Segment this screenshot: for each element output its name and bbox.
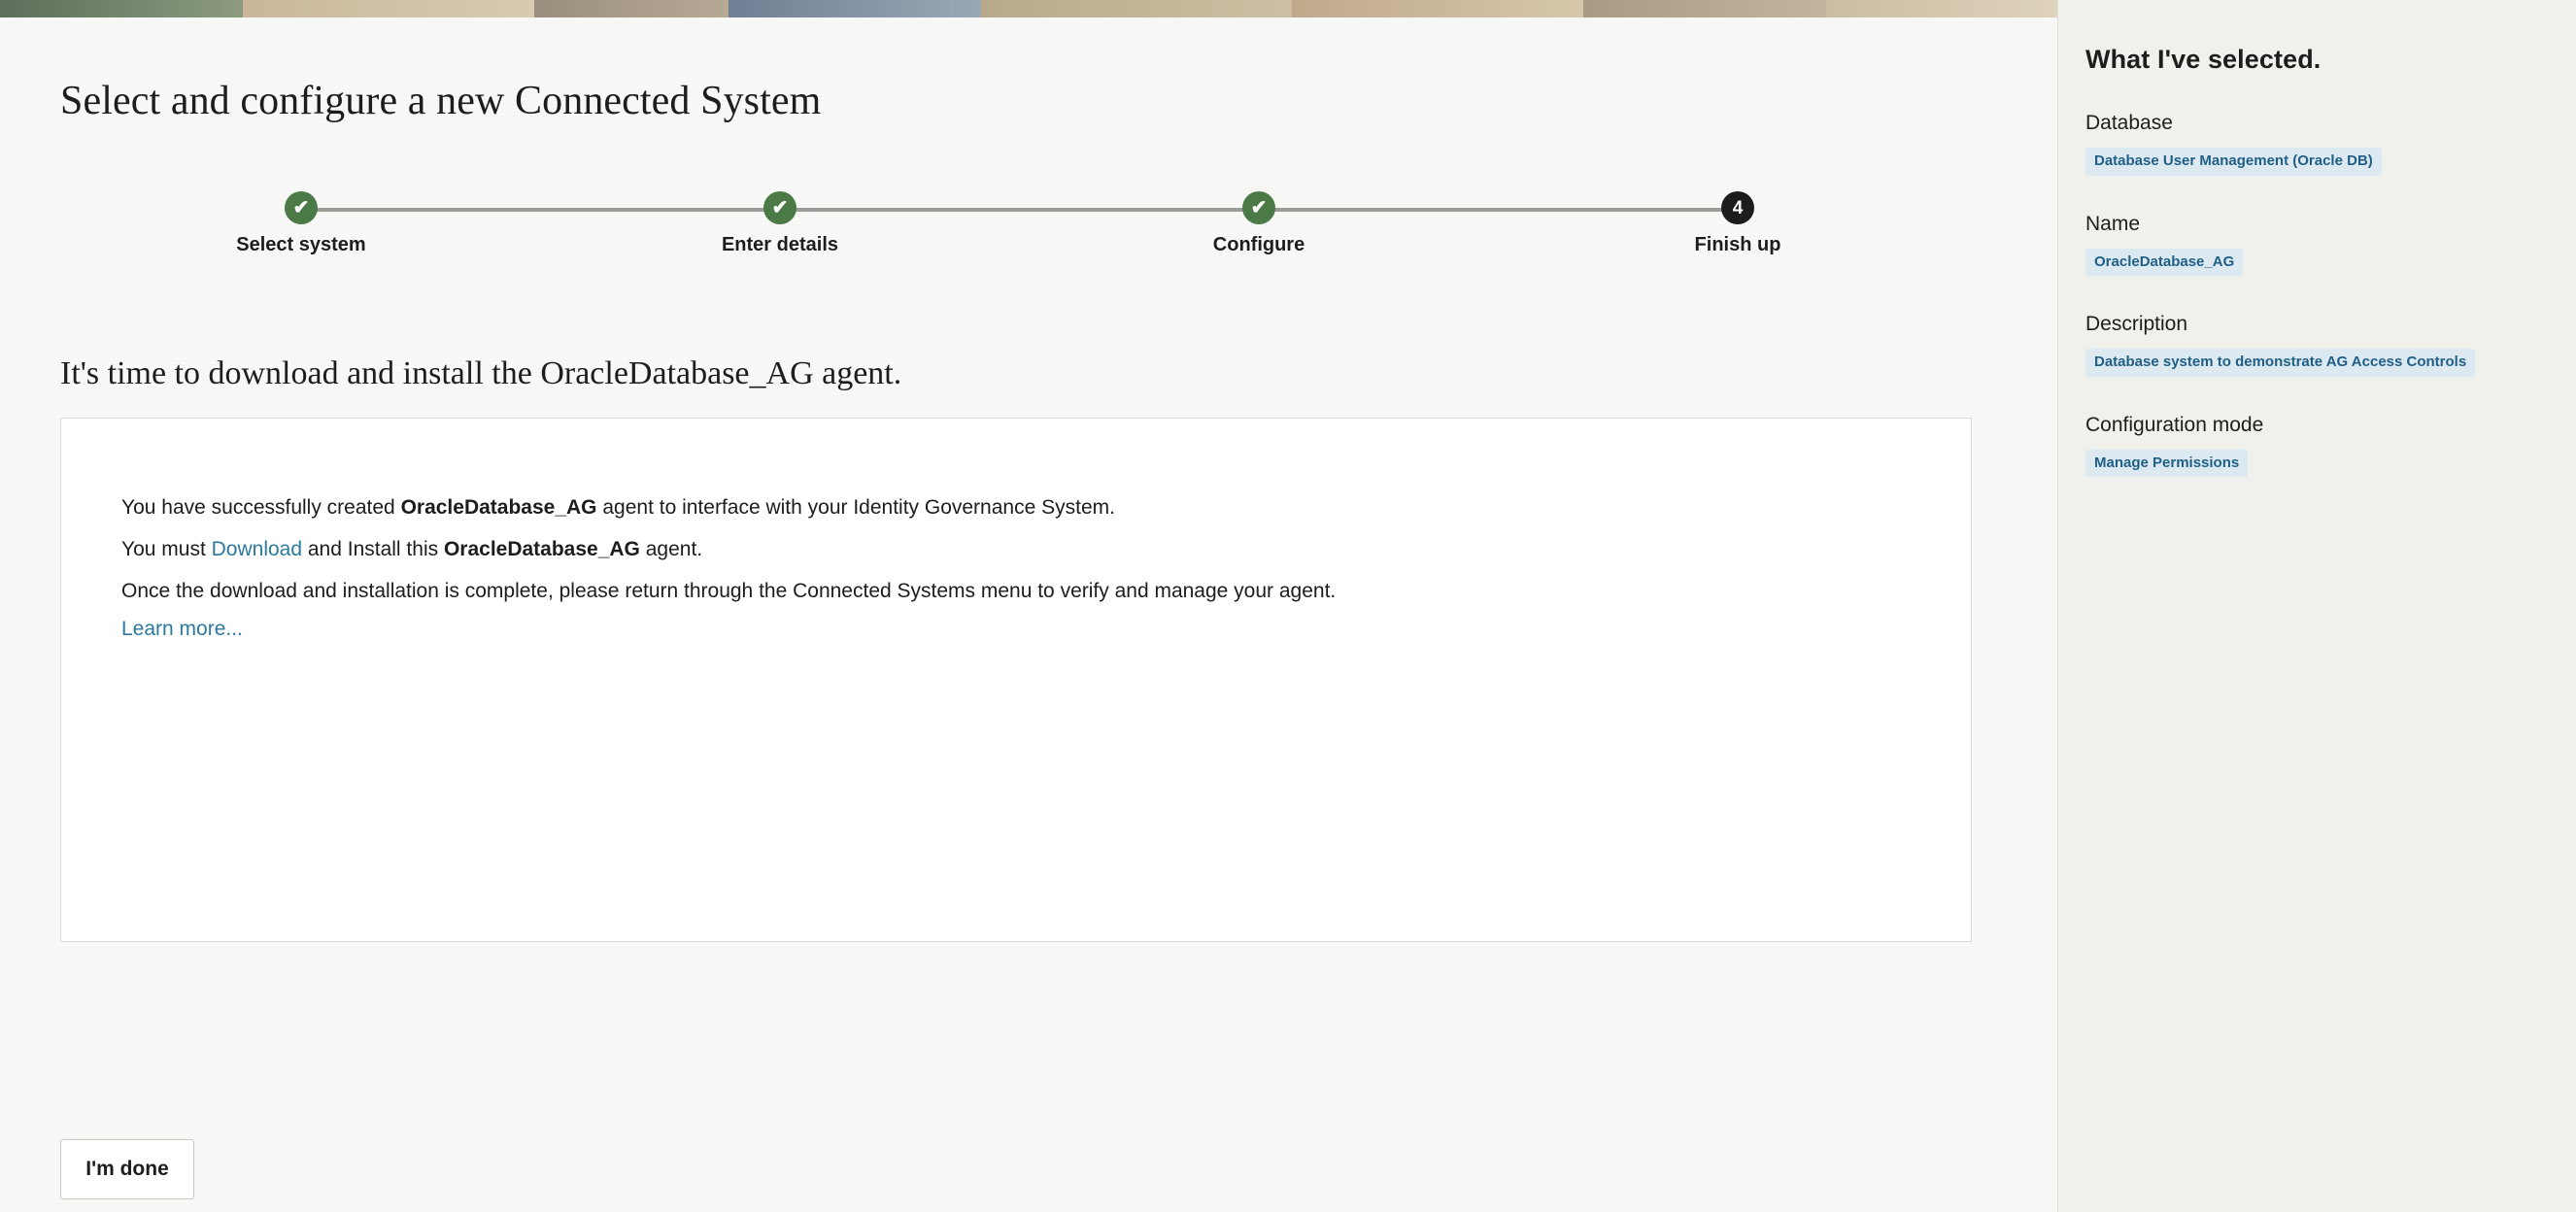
step-label-3: Configure: [1212, 234, 1305, 255]
sidebar-title: What I've selected.: [2085, 45, 2322, 74]
instruction-line-2-mid: and Install this: [302, 538, 444, 560]
main-content: [0, 17, 2057, 1212]
summary-group-configuration-mode: [2085, 414, 2543, 478]
selection-summary-sidebar: [2057, 0, 2576, 1212]
section-headline: It's time to download and install the OracleDatabase_AG agent.: [60, 355, 902, 392]
banner-segment: [243, 0, 534, 17]
instructions-body: [61, 419, 1971, 641]
step-marker-4: 4: [1721, 191, 1754, 224]
stepper-step-configure[interactable]: [1142, 183, 1375, 256]
download-link[interactable]: Download: [211, 538, 303, 560]
step-marker-1: [285, 191, 318, 224]
wizard-stepper: [0, 183, 2057, 270]
summary-group-database: [2085, 112, 2543, 176]
summary-label-description: Description: [2085, 313, 2188, 335]
stepper-step-select-system[interactable]: [185, 183, 418, 256]
step-marker-2: [763, 191, 797, 224]
summary-label-database: Database: [2085, 112, 2173, 134]
step-label-4: Finish up: [1694, 234, 1781, 255]
instructions-panel: [60, 418, 1972, 942]
summary-group-name: [2085, 213, 2543, 277]
instruction-line-2-pre: You must: [121, 538, 212, 560]
summary-label-name: Name: [2085, 212, 2141, 235]
banner-segment: [1292, 0, 1583, 17]
im-done-button[interactable]: I'm done: [60, 1139, 194, 1199]
step-label-2: Enter details: [721, 234, 839, 255]
summary-chip-configuration-mode[interactable]: Manage Permissions: [2085, 450, 2248, 478]
instruction-line-2: [121, 528, 1971, 570]
stepper-step-enter-details[interactable]: [663, 183, 897, 256]
instruction-line-1: [121, 487, 1971, 528]
summary-label-configuration-mode: Configuration mode: [2085, 413, 2264, 436]
stepper-step-finish-up[interactable]: [1621, 183, 1854, 256]
banner-segment: [0, 0, 243, 17]
step-label-1: Select system: [236, 234, 366, 255]
summary-chip-database[interactable]: Database User Management (Oracle DB): [2085, 148, 2382, 176]
banner-segment: [534, 0, 729, 17]
check-icon: ✔: [292, 196, 310, 219]
banner-segment: [1583, 0, 1826, 17]
decorative-banner: [0, 0, 2057, 17]
banner-segment: [729, 0, 981, 17]
agent-name-bold-1: OracleDatabase_AG: [400, 496, 597, 519]
instruction-line-1-pre: You have successfully created: [121, 496, 401, 519]
instruction-line-1-post: agent to interface with your Identity Governance System.: [596, 496, 1115, 519]
page-title: Select and configure a new Connected System: [60, 79, 822, 124]
learn-more-link[interactable]: Learn more...: [121, 618, 243, 640]
agent-name-bold-2: OracleDatabase_AG: [443, 538, 640, 560]
summary-chip-name[interactable]: OracleDatabase_AG: [2085, 249, 2243, 277]
summary-chip-description[interactable]: Database system to demonstrate AG Access Controls: [2085, 349, 2475, 377]
check-icon: ✔: [1250, 196, 1268, 219]
instruction-line-2-post: agent.: [639, 538, 703, 560]
summary-group-description: [2085, 313, 2543, 377]
instruction-line-3: Once the download and installation is complete, please return through the Connected Systems menu to verify and manage your agent.: [121, 580, 1337, 602]
banner-segment: [1826, 0, 2057, 17]
step-marker-3: [1242, 191, 1275, 224]
banner-segment: [981, 0, 1292, 17]
stepper-connector: [301, 208, 1739, 212]
check-icon: ✔: [771, 196, 789, 219]
